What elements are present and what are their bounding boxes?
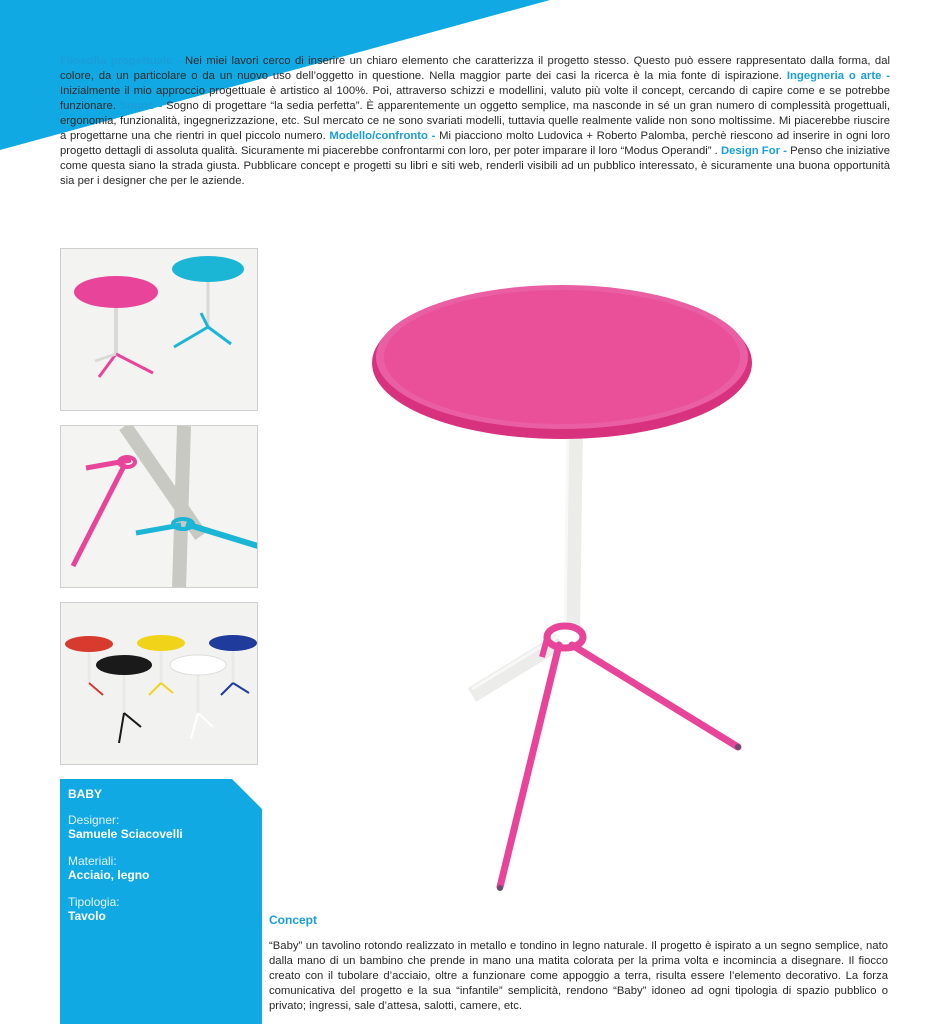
type-field [68, 895, 120, 923]
intro-text-4: Mi piacciono molto Ludovica + Roberto Palomba, perchè riescono ad inserire in ogni loro progetto dettagli di assoluta qualità. Sicuramente mi piacerebbe confrontarmi con loro, per poter imparare il loro “Modus Operandi” . [60, 130, 890, 157]
keyword-sogno: Sogno - [119, 100, 163, 112]
concept-heading: Concept [269, 913, 317, 927]
type-label: Tipologia: [68, 895, 120, 909]
intro-text-5: Penso che iniziative come questa siano la strada giusta. Pubblicare concept e progetti su libri e siti web, renderli visibili ad un pubblico interessato, è sicuramente una buona opportunità sia per i designer che per le aziende. [60, 145, 890, 187]
intro-text-1: Nei miei lavori cerco di inserire un chiaro elemento che caratterizza il progetto stesso. Questo può essere rappresentato dalla forma, dal colore, da un particolare o da un nuovo uso dell’oggetto in questione. Nella maggior parte dei casi la ricerca è la mia fonte di ispirazione. [60, 55, 891, 82]
materials-value: Acciaio, legno [68, 868, 150, 882]
intro-text-3: Sogno di progettare “la sedia perfetta”. È apparentemente un oggetto semplice, ma nasconde in sé un gran numero di complessità progettuali, ergonomia, funzionalità, ingegnerizzazione, etc. Sul mercato ce ne sono svariati modelli, tuttavia quelle realmente valide non sono moltissime. Mi piacerebbe riuscire a progettarne una che rientri in quel piccolo numero. [60, 100, 890, 142]
type-value: Tavolo [68, 909, 106, 923]
thumbnail-color-variants [60, 602, 258, 765]
thumbnail-pink-cyan-tables [60, 248, 258, 411]
designer-label: Designer: [68, 813, 120, 827]
materials-label: Materiali: [68, 854, 117, 868]
main-table-photo [360, 255, 780, 900]
intro-paragraph [60, 54, 890, 189]
materials-field [68, 854, 149, 882]
keyword-filosofia: Filosofia progettuale - [60, 55, 181, 67]
intro-text-2: Inizialmente il mio approccio progettuale è artistico al 100%. Poi, attraverso schizzi e modellini, valuto più volte il concept, cercando di capire come e se potrebbe funzionare. [60, 85, 890, 112]
product-title: BABY [68, 787, 103, 801]
designer-value: Samuele Sciacovelli [68, 827, 183, 841]
keyword-design-for: Design For - [720, 145, 787, 157]
keyword-ingegneria: Ingegneria o arte - [786, 70, 890, 82]
keyword-modello: Modello/confronto - [329, 130, 436, 142]
thumbnail-detail-closeup [60, 425, 258, 588]
concept-paragraph: “Baby” un tavolino rotondo realizzato in metallo e tondino in legno naturale. Il progetto è ispirato a un segno semplice, nato dalla mano di un bambino che prende in mano una matita colorata per la prima volta e incomincia a disegnare. Il fiocco creato con il tubolare d’acciaio, oltre a funzionare come appoggio a terra, risulta essere l’elemento decorativo. La forza comunicativa del progetto e la sua “infantile” semplicità, rendono “Baby” idoneo ad ogni tipologia di spazio pubblico o privato; ingressi, sale d’attesa, salotti, camere, etc. [269, 940, 888, 1012]
panel-corner-notch [232, 779, 262, 809]
product-info-panel [60, 779, 262, 1024]
designer-field [68, 813, 183, 841]
